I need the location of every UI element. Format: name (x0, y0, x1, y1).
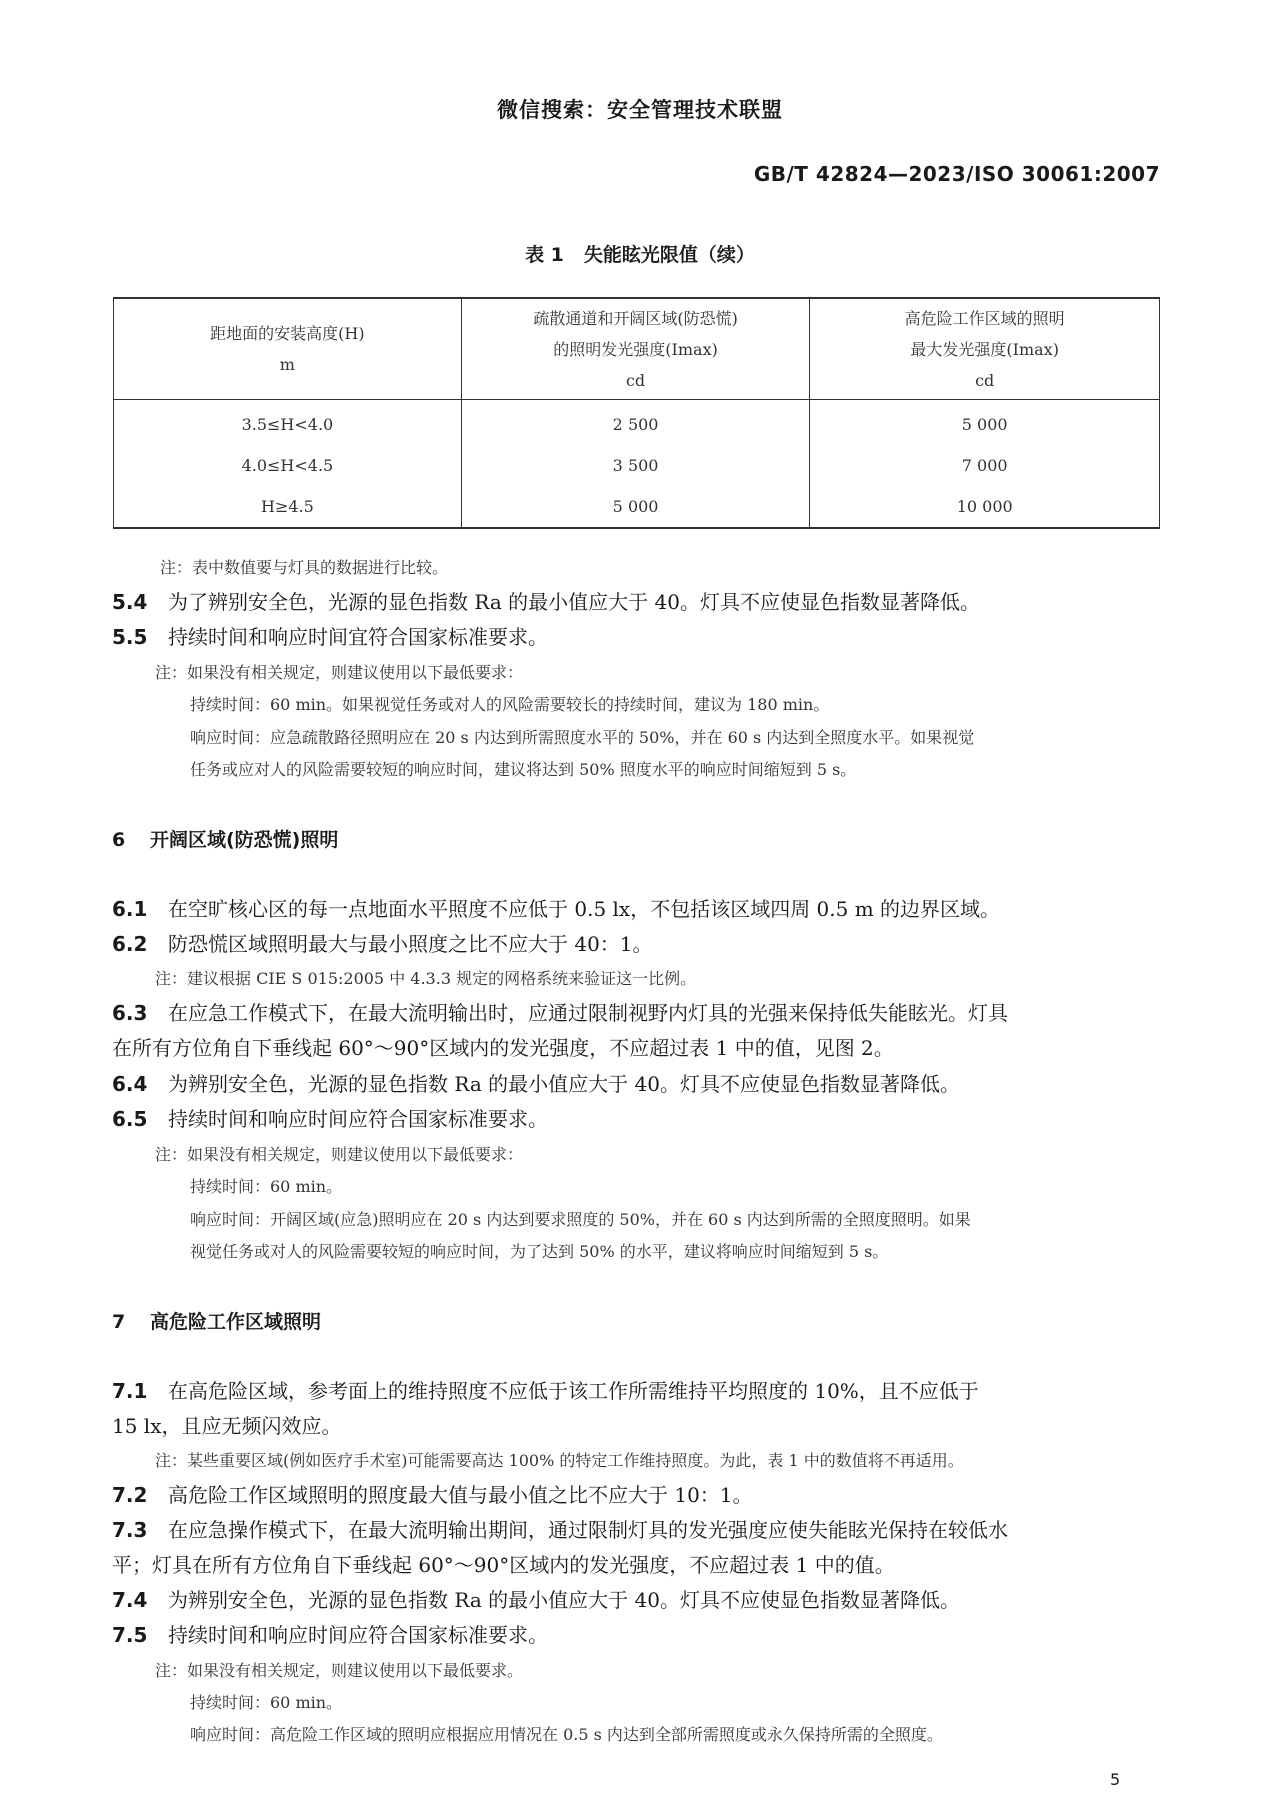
clause-text: 为了辨别安全色，光源的显色指数 Ra 的最小值应大于 40。灯具不应使显色指数显著降低。 (168, 590, 980, 614)
table-header-row (114, 298, 1160, 400)
standard-code: GB/T 42824—2023/ISO 30061:2007 (753, 162, 1160, 186)
clause-7-1-cont: 15 lx，且应无频闪效应。 (112, 1414, 342, 1438)
table-title (0, 240, 1280, 267)
cell-evacuation: 3 500 (461, 445, 810, 486)
table-number: 表 1 (525, 244, 564, 266)
header-unit: cd (625, 370, 646, 390)
clause-number: 7.2 (112, 1483, 148, 1507)
chapter-title: 高危险工作区域照明 (150, 1311, 322, 1333)
clause-7-1 (112, 1375, 979, 1404)
header-text: 的照明发光强度(Imax) (553, 339, 718, 359)
table-caption: 失能眩光限值（续） (583, 244, 755, 266)
clause-6-3-cont: 在所有方位角自下垂线起 60°～90°区域内的发光强度，不应超过表 1 中的值，见图 2。 (112, 1036, 894, 1060)
page-number: 5 (1110, 1770, 1121, 1789)
table-row (114, 445, 1160, 486)
header-unit: cd (975, 370, 995, 390)
clause-number: 6.1 (112, 897, 148, 921)
clause-7-5 (112, 1619, 548, 1648)
clause-text: 在高危险区域，参考面上的维持照度不应低于该工作所需维持平均照度的 10%，且不应低于 (168, 1379, 979, 1403)
clause-7-2 (112, 1479, 753, 1508)
chapter-title: 开阔区域(防恐慌)照明 (150, 829, 339, 851)
note-6-2: 注：建议根据 CIE S 015:2005 中 4.3.3 规定的网格系统来验证这一比例。 (155, 969, 697, 988)
note-7-5-response: 响应时间：高危险工作区域的照明应根据应用情况在 0.5 s 内达到全部所需照度或永久保持所需的全照度。 (190, 1725, 943, 1744)
clause-6-4 (112, 1068, 960, 1097)
note-5-5: 注：如果没有相关规定，则建议使用以下最低要求： (155, 663, 524, 682)
clause-7-3 (112, 1514, 1008, 1543)
clause-7-4 (112, 1584, 960, 1613)
table-row (114, 486, 1160, 528)
clause-number: 6.5 (112, 1107, 148, 1131)
note-7-5-duration: 持续时间：60 min。 (190, 1693, 343, 1712)
chapter-6-heading (112, 825, 338, 852)
cell-height: 4.0≤H<4.5 (114, 445, 462, 486)
cell-high-risk: 10 000 (810, 486, 1160, 528)
clause-text: 持续时间和响应时间应符合国家标准要求。 (168, 1107, 548, 1131)
watermark-header: 微信搜索：安全管理技术联盟 (497, 97, 783, 122)
cell-high-risk: 5 000 (810, 400, 1160, 446)
header-text: 最大发光强度(Imax) (910, 339, 1059, 359)
clause-number: 7.5 (112, 1623, 148, 1647)
clause-number: 6.2 (112, 932, 148, 956)
clause-7-3-cont: 平；灯具在所有方位角自下垂线起 60°～90°区域内的发光强度，不应超过表 1 中的值。 (112, 1553, 895, 1577)
glare-limit-table (113, 297, 1160, 529)
clause-5-5 (112, 621, 548, 650)
clause-text: 为辨别安全色，光源的显色指数 Ra 的最小值应大于 40。灯具不应使显色指数显著降低。 (168, 1072, 960, 1096)
chapter-7-heading (112, 1307, 321, 1334)
clause-number: 5.4 (112, 590, 148, 614)
cell-high-risk: 7 000 (810, 445, 1160, 486)
cell-height: H≥4.5 (114, 486, 462, 528)
note-5-5-response: 响应时间：应急疏散路径照明应在 20 s 内达到所需照度水平的 50%，并在 60 s 内达到全照度水平。如果视觉 (190, 728, 975, 747)
clause-number: 7.3 (112, 1518, 148, 1542)
clause-text: 在空旷核心区的每一点地面水平照度不应低于 0.5 lx，不包括该区域四周 0.5 m 的边界区域。 (168, 897, 1001, 921)
header-text: 疏散通道和开阔区域(防恐慌) (533, 308, 738, 328)
note-7-5: 注：如果没有相关规定，则建议使用以下最低要求。 (155, 1661, 524, 1680)
cell-height: 3.5≤H<4.0 (114, 400, 462, 446)
cell-evacuation: 5 000 (461, 486, 810, 528)
chapter-number: 6 (112, 829, 126, 851)
header-unit: m (279, 355, 295, 374)
clause-text: 高危险工作区域照明的照度最大值与最小值之比不应大于 10：1。 (168, 1483, 753, 1507)
clause-5-4 (112, 586, 980, 615)
header-high-risk-intensity (810, 298, 1160, 400)
clause-number: 7.4 (112, 1588, 148, 1612)
cell-evacuation: 2 500 (461, 400, 810, 446)
header-evacuation-intensity (461, 298, 810, 400)
note-5-5-response-cont: 任务或应对人的风险需要较短的响应时间，建议将达到 50% 照度水平的响应时间缩短到 5 s。 (190, 760, 857, 779)
clause-6-3 (112, 997, 1008, 1026)
clause-number: 6.4 (112, 1072, 148, 1096)
table-note: 注：表中数值要与灯具的数据进行比较。 (160, 558, 449, 577)
note-5-5-duration: 持续时间：60 min。如果视觉任务或对人的风险需要较长的持续时间，建议为 180 min。 (190, 695, 830, 714)
header-text: 高危险工作区域的照明 (904, 308, 1065, 328)
clause-text: 持续时间和响应时间应符合国家标准要求。 (168, 1623, 548, 1647)
chapter-number: 7 (112, 1311, 126, 1333)
note-6-5-response: 响应时间：开阔区域(应急)照明应在 20 s 内达到要求照度的 50%，并在 60 s 内达到所需的全照度照明。如果 (190, 1210, 971, 1229)
clause-text: 在应急工作模式下，在最大流明输出时，应通过限制视野内灯具的光强来保持低失能眩光。灯具 (168, 1001, 1008, 1025)
note-7-1: 注：某些重要区域(例如医疗手术室)可能需要高达 100% 的特定工作维持照度。为此，表 1 中的数值将不再适用。 (155, 1451, 964, 1470)
clause-number: 5.5 (112, 625, 148, 649)
note-6-5-response-cont: 视觉任务或对人的风险需要较短的响应时间，为了达到 50% 的水平，建议将响应时间缩短到 5 s。 (190, 1242, 889, 1261)
clause-text: 持续时间和响应时间宜符合国家标准要求。 (168, 625, 548, 649)
clause-text: 为辨别安全色，光源的显色指数 Ra 的最小值应大于 40。灯具不应使显色指数显著降低。 (168, 1588, 960, 1612)
clause-number: 6.3 (112, 1001, 148, 1025)
header-text: 距地面的安装高度(H) (210, 324, 365, 343)
clause-6-1 (112, 893, 1000, 922)
clause-text: 在应急操作模式下，在最大流明输出期间，通过限制灯具的发光强度应使失能眩光保持在较低水 (168, 1518, 1008, 1542)
clause-6-2 (112, 928, 653, 957)
note-6-5: 注：如果没有相关规定，则建议使用以下最低要求： (155, 1145, 524, 1164)
clause-text: 防恐慌区域照明最大与最小照度之比不应大于 40：1。 (168, 932, 653, 956)
clause-6-5 (112, 1103, 548, 1132)
note-6-5-duration: 持续时间：60 min。 (190, 1177, 343, 1196)
header-installation-height (114, 298, 462, 400)
table-row (114, 400, 1160, 446)
clause-number: 7.1 (112, 1379, 148, 1403)
